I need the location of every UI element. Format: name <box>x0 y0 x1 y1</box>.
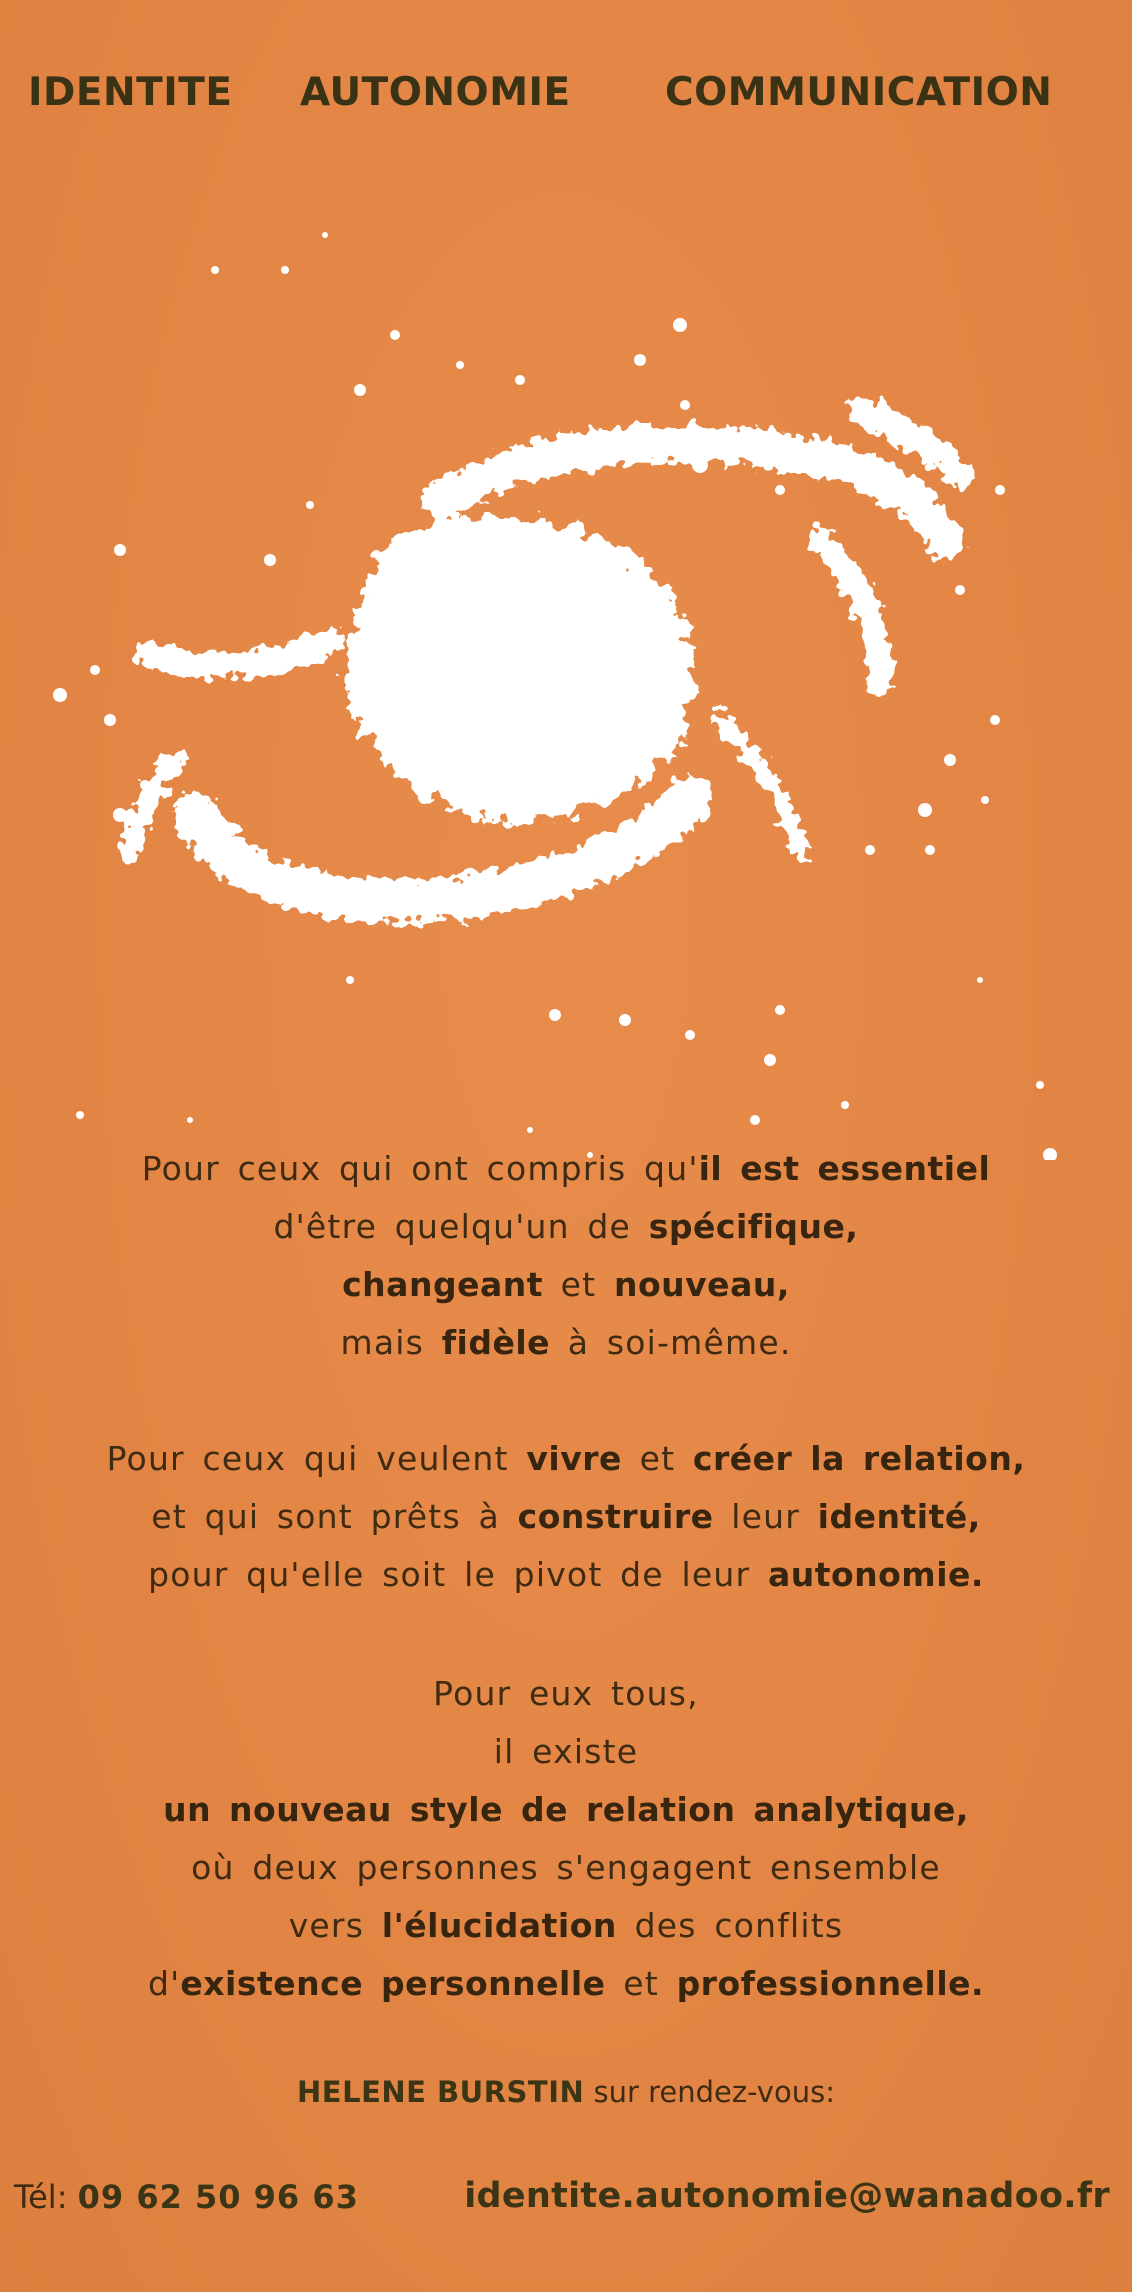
intro-emphasis: fidèle <box>441 1323 551 1362</box>
intro-emphasis: changeant <box>342 1265 543 1304</box>
spiral-galaxy-icon <box>0 200 1132 1160</box>
intro-text: et <box>542 1265 615 1304</box>
appointment-line <box>0 2075 1132 2109</box>
relation-emphasis: vivre <box>526 1439 622 1478</box>
relation-line-1 <box>0 1430 1132 1488</box>
phone-number[interactable]: 09 62 50 96 63 <box>77 2178 359 2216</box>
intro-text: à soi-même. <box>550 1323 792 1362</box>
intro-emphasis: spécifique, <box>648 1207 859 1246</box>
intro-line-3 <box>0 1256 1132 1314</box>
analytic-emphasis: professionnelle. <box>676 1964 985 2003</box>
analytic-line-6 <box>0 1955 1132 2013</box>
relation-text: et qui sont prêts à <box>151 1497 518 1536</box>
relation-text: pour qu'elle soit le pivot de leur <box>148 1555 768 1594</box>
analytic-text: et <box>605 1964 677 2003</box>
relation-line-3 <box>0 1546 1132 1604</box>
relation-emphasis: identité, <box>817 1497 981 1536</box>
header-keywords <box>0 70 1132 130</box>
relation-line-2 <box>0 1488 1132 1546</box>
analytic-text: vers <box>288 1906 382 1945</box>
relation-emphasis: construire <box>517 1497 714 1536</box>
intro-paragraph <box>0 1140 1132 1372</box>
relation-text: leur <box>713 1497 818 1536</box>
appointment-text: sur rendez-vous: <box>584 2075 835 2109</box>
phone-label: Tél: <box>14 2178 78 2216</box>
intro-line-2 <box>0 1198 1132 1256</box>
intro-emphasis: nouveau, <box>614 1265 790 1304</box>
analytic-line-5 <box>0 1897 1132 1955</box>
keyword-communication: COMMUNICATION <box>665 70 1053 115</box>
relation-paragraph <box>0 1430 1132 1604</box>
analytic-line-4: où deux personnes s'engagent ensemble <box>191 1848 941 1887</box>
analytic-line-3 <box>0 1781 1132 1839</box>
relation-emphasis: autonomie. <box>767 1555 984 1594</box>
intro-text: Pour ceux qui ont compris qu' <box>141 1149 699 1188</box>
analytic-line-1: Pour eux tous, <box>433 1674 699 1713</box>
relation-text: Pour ceux qui veulent <box>106 1439 527 1478</box>
intro-emphasis: il est essentiel <box>698 1149 991 1188</box>
intro-line-4 <box>0 1314 1132 1372</box>
analytic-emphasis: l'élucidation <box>381 1906 617 1945</box>
keyword-autonomie: AUTONOMIE <box>300 70 571 115</box>
relation-text: et <box>621 1439 693 1478</box>
analytic-line-2: il existe <box>493 1732 639 1771</box>
intro-text: mais <box>340 1323 442 1362</box>
analytic-emphasis: existence personnelle <box>180 1964 606 2003</box>
keyword-identite: IDENTITE <box>28 70 233 115</box>
analytic-text: des conflits <box>616 1906 844 1945</box>
analytic-emphasis: un nouveau style de relation analytique, <box>163 1790 969 1829</box>
relation-emphasis: créer la relation, <box>692 1439 1026 1478</box>
intro-text: d'être quelqu'un de <box>273 1207 649 1246</box>
phone-block <box>14 2178 359 2216</box>
analytic-paragraph <box>0 1665 1132 2013</box>
practitioner-name: HELENE BURSTIN <box>297 2075 585 2109</box>
intro-line-1 <box>0 1140 1132 1198</box>
analytic-text: d' <box>147 1964 181 2003</box>
email-address[interactable]: identite.autonomie@wanadoo.fr <box>464 2176 1110 2216</box>
